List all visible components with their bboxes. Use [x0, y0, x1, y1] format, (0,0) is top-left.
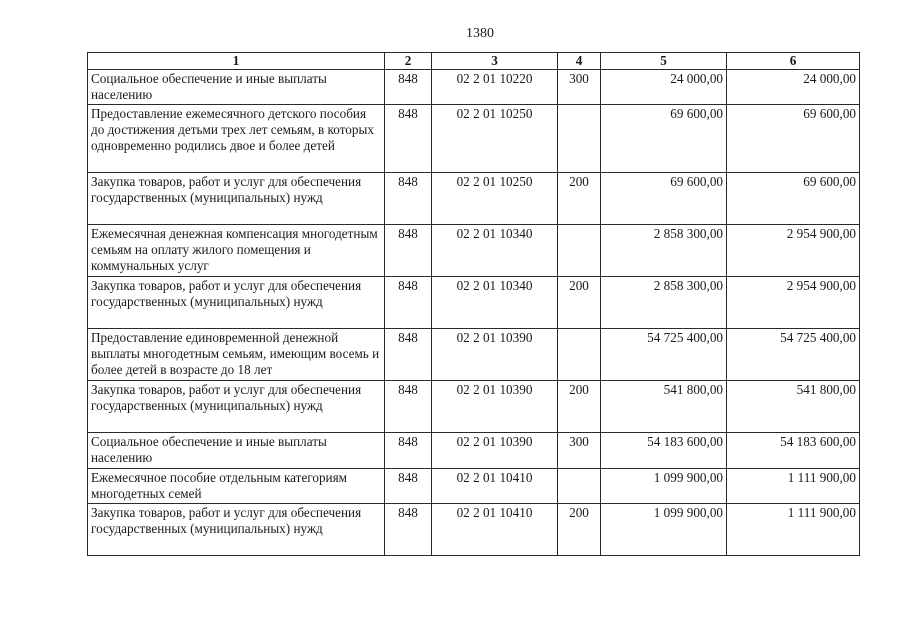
row-target-code: 02 2 01 10410: [432, 504, 558, 556]
row-sum-col6: 69 600,00: [727, 105, 860, 173]
row-admin-code: 848: [385, 70, 432, 105]
row-sum-col6: 2 954 900,00: [727, 225, 860, 277]
table-row: [88, 105, 860, 173]
row-name: Закупка товаров, работ и услуг для обеспечения государственных (муниципальных) нужд: [88, 504, 385, 556]
row-name: Закупка товаров, работ и услуг для обеспечения государственных (муниципальных) нужд: [88, 277, 385, 329]
row-sum-col6: 1 111 900,00: [727, 469, 860, 504]
row-admin-code: 848: [385, 433, 432, 469]
table-row: [88, 381, 860, 433]
table-row: [88, 173, 860, 225]
page-number: 1380: [466, 26, 494, 41]
header-col-2: 2: [385, 53, 432, 70]
row-expense-type: [558, 329, 601, 381]
row-expense-type: 200: [558, 381, 601, 433]
row-admin-code: 848: [385, 225, 432, 277]
row-sum-col5: 54 725 400,00: [601, 329, 727, 381]
row-name: Социальное обеспечение и иные выплаты населению: [88, 433, 385, 469]
table-row: [88, 70, 860, 105]
row-sum-col5: 1 099 900,00: [601, 469, 727, 504]
row-sum-col6: 54 183 600,00: [727, 433, 860, 469]
table-row: [88, 469, 860, 504]
row-name: Ежемесячное пособие отдельным категориям многодетных семей: [88, 469, 385, 504]
row-sum-col5: 541 800,00: [601, 381, 727, 433]
row-sum-col5: 2 858 300,00: [601, 225, 727, 277]
row-target-code: 02 2 01 10340: [432, 225, 558, 277]
row-target-code: 02 2 01 10220: [432, 70, 558, 105]
row-sum-col5: 2 858 300,00: [601, 277, 727, 329]
row-sum-col5: 1 099 900,00: [601, 504, 727, 556]
row-sum-col6: 24 000,00: [727, 70, 860, 105]
table-row: [88, 225, 860, 277]
row-expense-type: 200: [558, 173, 601, 225]
header-row: [88, 53, 860, 70]
row-sum-col5: 69 600,00: [601, 105, 727, 173]
table-row: [88, 433, 860, 469]
header-col-3: 3: [432, 53, 558, 70]
header-col-6: 6: [727, 53, 860, 70]
header-col-4: 4: [558, 53, 601, 70]
row-expense-type: 300: [558, 70, 601, 105]
row-expense-type: 200: [558, 277, 601, 329]
table-body: [88, 70, 860, 556]
row-expense-type: 300: [558, 433, 601, 469]
table-row: [88, 504, 860, 556]
row-sum-col5: 69 600,00: [601, 173, 727, 225]
row-name: Предоставление единовременной денежной выплаты многодетным семьям, имеющим восемь и более детей в возрасте до 18 лет: [88, 329, 385, 381]
row-expense-type: 200: [558, 504, 601, 556]
table-row: [88, 277, 860, 329]
row-admin-code: 848: [385, 277, 432, 329]
row-admin-code: 848: [385, 105, 432, 173]
row-name: Социальное обеспечение и иные выплаты населению: [88, 70, 385, 105]
row-name: Закупка товаров, работ и услуг для обеспечения государственных (муниципальных) нужд: [88, 173, 385, 225]
row-sum-col5: 24 000,00: [601, 70, 727, 105]
row-sum-col5: 54 183 600,00: [601, 433, 727, 469]
row-sum-col6: 2 954 900,00: [727, 277, 860, 329]
row-name: Предоставление ежемесячного детского пособия до достижения детьми трех лет семьям, в которых одновременно родились двое и более детей: [88, 105, 385, 173]
row-admin-code: 848: [385, 469, 432, 504]
row-expense-type: [558, 105, 601, 173]
row-name: Ежемесячная денежная компенсация многодетным семьям на оплату жилого помещения и коммунальных услуг: [88, 225, 385, 277]
row-sum-col6: 1 111 900,00: [727, 504, 860, 556]
row-target-code: 02 2 01 10390: [432, 381, 558, 433]
header-col-1: 1: [88, 53, 385, 70]
budget-table: [87, 52, 860, 556]
row-sum-col6: 69 600,00: [727, 173, 860, 225]
row-sum-col6: 54 725 400,00: [727, 329, 860, 381]
row-target-code: 02 2 01 10390: [432, 329, 558, 381]
row-sum-col6: 541 800,00: [727, 381, 860, 433]
row-admin-code: 848: [385, 504, 432, 556]
header-col-5: 5: [601, 53, 727, 70]
row-admin-code: 848: [385, 173, 432, 225]
row-target-code: 02 2 01 10410: [432, 469, 558, 504]
row-expense-type: [558, 225, 601, 277]
row-name: Закупка товаров, работ и услуг для обеспечения государственных (муниципальных) нужд: [88, 381, 385, 433]
row-admin-code: 848: [385, 329, 432, 381]
row-target-code: 02 2 01 10250: [432, 105, 558, 173]
row-admin-code: 848: [385, 381, 432, 433]
table-row: [88, 329, 860, 381]
row-target-code: 02 2 01 10340: [432, 277, 558, 329]
row-expense-type: [558, 469, 601, 504]
row-target-code: 02 2 01 10250: [432, 173, 558, 225]
row-target-code: 02 2 01 10390: [432, 433, 558, 469]
